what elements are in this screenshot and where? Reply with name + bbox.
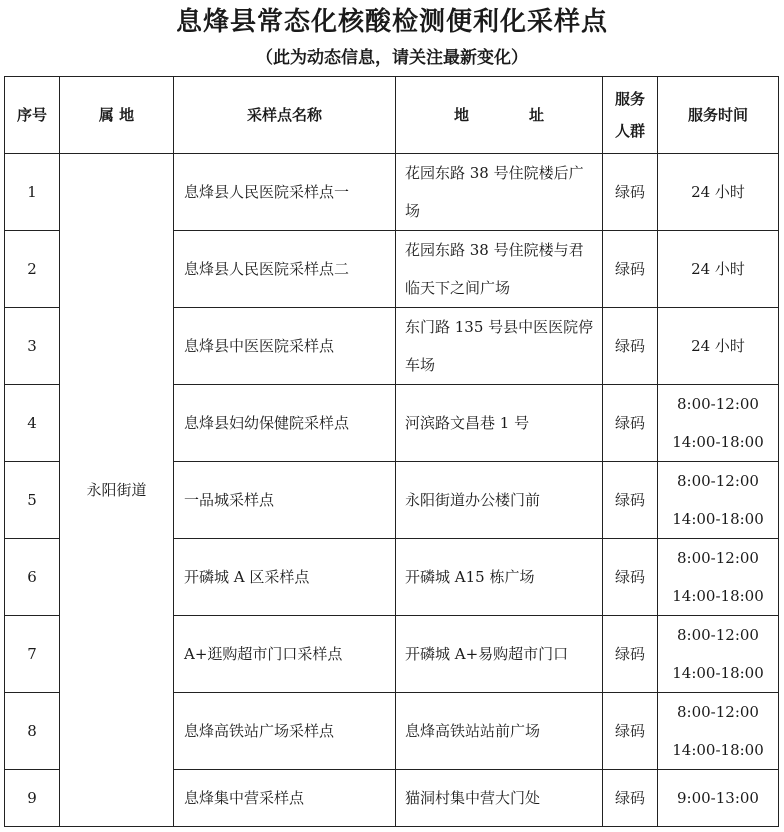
header-crowd-line-1: 服务 — [614, 90, 645, 108]
row-time — [658, 154, 779, 231]
row-time — [658, 539, 779, 616]
header-time: 服务时间 — [658, 77, 779, 154]
row-crowd: 绿码 — [603, 154, 658, 231]
row-seq: 6 — [5, 539, 60, 616]
row-time-1: 8:00-12:00 — [677, 395, 759, 413]
row-seq: 2 — [5, 231, 60, 308]
row-address: 永阳街道办公楼门前 — [396, 462, 603, 539]
row-seq: 7 — [5, 616, 60, 693]
table-row — [5, 154, 779, 231]
row-name: 息烽集中营采样点 — [174, 770, 396, 827]
row-time — [658, 231, 779, 308]
row-address: 河滨路文昌巷 1 号 — [396, 385, 603, 462]
row-crowd: 绿码 — [603, 693, 658, 770]
row-time-1: 8:00-12:00 — [677, 472, 759, 490]
row-crowd: 绿码 — [603, 308, 658, 385]
header-address — [396, 77, 603, 154]
header-address-part-a: 地 — [453, 106, 469, 124]
row-seq: 9 — [5, 770, 60, 827]
row-time-2: 14:00-18:00 — [672, 510, 764, 528]
row-time — [658, 462, 779, 539]
district-cell: 永阳街道 — [60, 154, 174, 827]
row-address: 花园东路 38 号住院楼后广场 — [396, 154, 603, 231]
row-time-1: 8:00-12:00 — [677, 626, 759, 644]
row-seq: 4 — [5, 385, 60, 462]
row-crowd: 绿码 — [603, 231, 658, 308]
row-time — [658, 616, 779, 693]
row-time-1: 8:00-12:00 — [677, 549, 759, 567]
row-address: 花园东路 38 号住院楼与君临天下之间广场 — [396, 231, 603, 308]
row-name: 息烽县妇幼保健院采样点 — [174, 385, 396, 462]
header-address-part-b: 址 — [529, 106, 545, 124]
row-address: 猫洞村集中营大门处 — [396, 770, 603, 827]
header-district: 属 地 — [60, 77, 174, 154]
row-crowd: 绿码 — [603, 770, 658, 827]
row-time-1: 8:00-12:00 — [677, 703, 759, 721]
page-subtitle: （此为动态信息，请关注最新变化） — [256, 48, 528, 68]
row-name: 开磷城 A 区采样点 — [174, 539, 396, 616]
row-time-1: 24 小时 — [691, 337, 745, 355]
row-address: 东门路 135 号县中医医院停车场 — [396, 308, 603, 385]
header-crowd-line-2: 人群 — [614, 122, 645, 140]
row-time — [658, 693, 779, 770]
row-name: A+逛购超市门口采样点 — [174, 616, 396, 693]
row-time-1: 24 小时 — [691, 183, 745, 201]
row-time — [658, 385, 779, 462]
row-name: 一品城采样点 — [174, 462, 396, 539]
header-seq: 序号 — [5, 77, 60, 154]
row-time-1: 24 小时 — [691, 260, 745, 278]
row-seq: 3 — [5, 308, 60, 385]
row-name: 息烽县人民医院采样点一 — [174, 154, 396, 231]
row-crowd: 绿码 — [603, 385, 658, 462]
row-crowd: 绿码 — [603, 462, 658, 539]
row-address: 息烽高铁站站前广场 — [396, 693, 603, 770]
row-time-2: 14:00-18:00 — [672, 587, 764, 605]
header-name: 采样点名称 — [174, 77, 396, 154]
row-name: 息烽县人民医院采样点二 — [174, 231, 396, 308]
row-name: 息烽县中医医院采样点 — [174, 308, 396, 385]
table-header-row — [5, 77, 779, 154]
row-time — [658, 770, 779, 827]
row-time-2: 14:00-18:00 — [672, 433, 764, 451]
row-crowd: 绿码 — [603, 616, 658, 693]
page-title: 息烽县常态化核酸检测便利化采样点 — [175, 7, 608, 37]
row-seq: 8 — [5, 693, 60, 770]
row-time-2: 14:00-18:00 — [672, 741, 764, 759]
row-name: 息烽高铁站广场采样点 — [174, 693, 396, 770]
row-time-2: 14:00-18:00 — [672, 664, 764, 682]
row-seq: 5 — [5, 462, 60, 539]
row-crowd: 绿码 — [603, 539, 658, 616]
row-time-1: 9:00-13:00 — [677, 789, 759, 807]
row-seq: 1 — [5, 154, 60, 231]
row-address: 开磷城 A15 栋广场 — [396, 539, 603, 616]
row-time — [658, 308, 779, 385]
row-address: 开磷城 A+易购超市门口 — [396, 616, 603, 693]
header-crowd — [603, 77, 658, 154]
sampling-points-table — [4, 76, 779, 827]
